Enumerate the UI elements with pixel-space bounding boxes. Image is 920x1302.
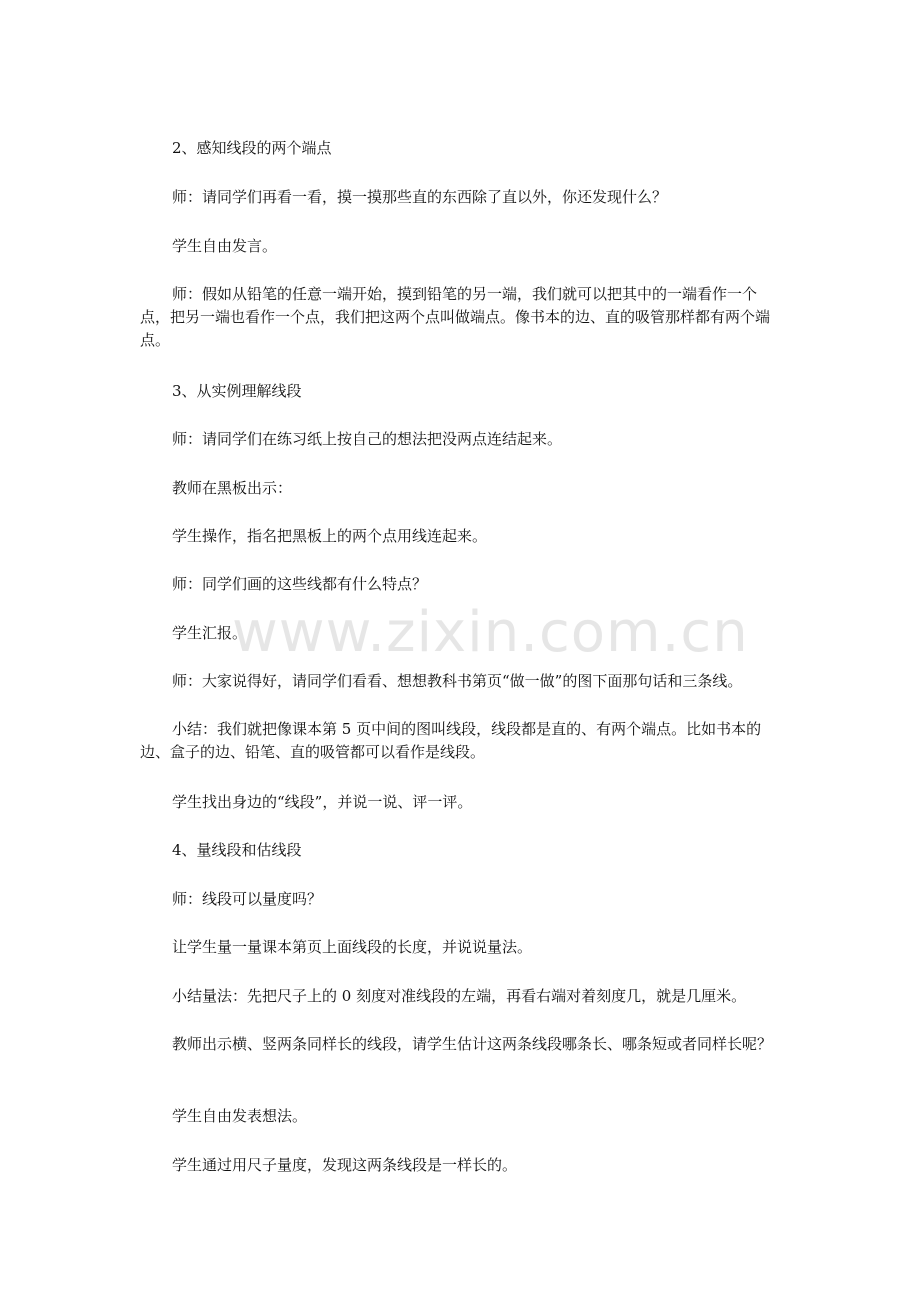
watermark-text: www.zixin.com.cn: [232, 600, 749, 665]
teacher-explanation-endpoints: 师：假如从铅笔的任意一端开始，摸到铅笔的另一端，我们就可以把其中的一端看作一个点，把另一端也看作一个点，我们把这两个点叫做端点。像书本的边、直的吸管那样都有两个端点。: [140, 285, 771, 349]
teacher-estimate-prompt: 教师出示横、竖两条同样长的线段，请学生估计这两条线段哪条长、哪条短或者同样长呢？: [172, 1035, 773, 1053]
teacher-question-features: 师：同学们画的这些线都有什么特点？: [172, 575, 428, 593]
teacher-instruction-connect: 师：请同学们在练习纸上按自己的想法把没两点连结起来。: [172, 430, 563, 448]
student-response: 学生自由发言。: [172, 237, 278, 255]
student-free-expression: 学生自由发表想法。: [172, 1107, 308, 1125]
summary-measure-method: 小结量法：先把尺子上的 0 刻度对准线段的左端，再看右端对着刻度几，就是几厘米。: [172, 987, 747, 1005]
student-find-segments: 学生找出身边的“线段”，并说一说、评一评。: [172, 793, 473, 811]
teacher-question-endpoints: 师：请同学们再看一看，摸一摸那些直的东西除了直以外，你还发现什么？: [172, 188, 668, 206]
student-measure-instruction: 让学生量一量课本第页上面线段的长度，并说说量法。: [172, 938, 533, 956]
section-heading-measure: 4、量线段和估线段: [172, 841, 302, 859]
section-heading-endpoints: 2、感知线段的两个端点: [172, 139, 332, 157]
section-heading-examples: 3、从实例理解线段: [172, 382, 302, 400]
student-report: 学生汇报。: [172, 624, 248, 642]
student-operation: 学生操作，指名把黑板上的两个点用线连起来。: [172, 527, 488, 545]
student-measure-result: 学生通过用尺子量度，发现这两条线段是一样长的。: [172, 1156, 518, 1174]
teacher-question-measure: 师：线段可以量度吗？: [172, 890, 323, 908]
teacher-praise: 师：大家说得好，请同学们看看、想想教科书第页“做一做”的图下面那句话和三条线。: [172, 672, 743, 690]
blackboard-display: 教师在黑板出示：: [172, 479, 293, 497]
summary-line-segment: 小结：我们就把像课本第 5 页中间的图叫线段，线段都是直的、有两个端点。比如书本的边、盒子的边、铅笔、直的吸管都可以看作是线段。: [140, 720, 762, 761]
